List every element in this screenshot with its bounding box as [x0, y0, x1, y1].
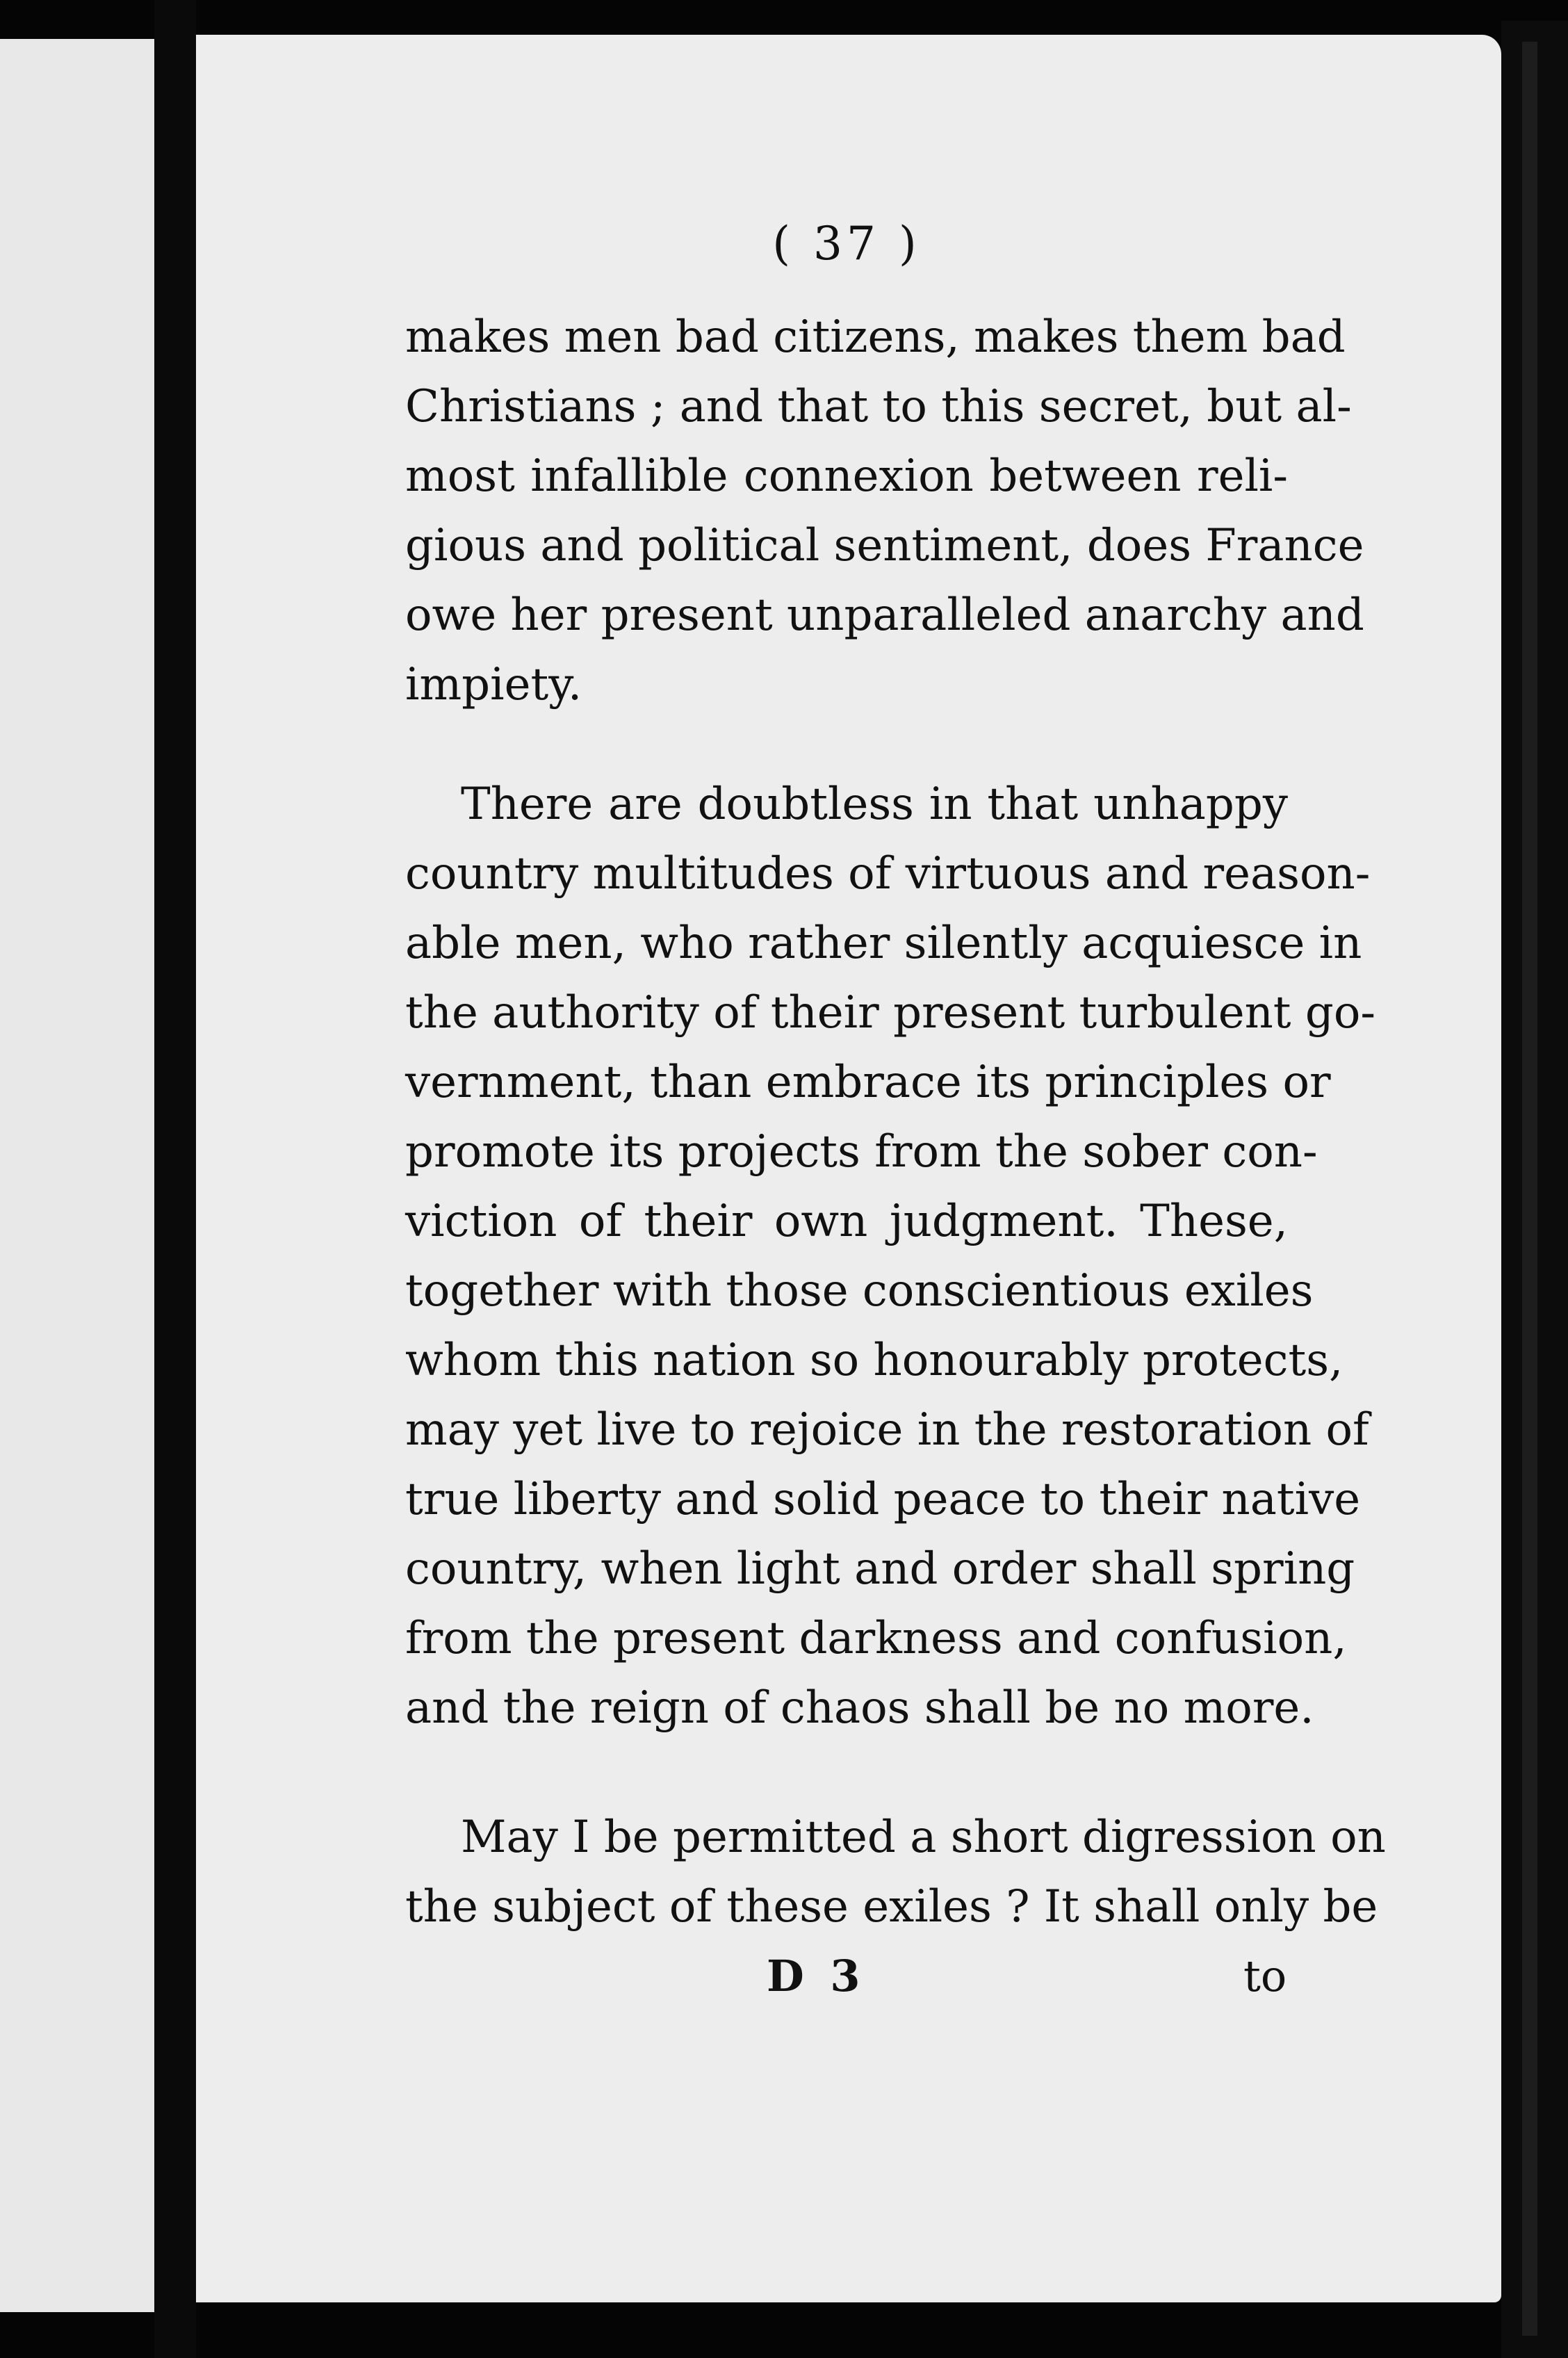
- text-line: viction of their own judgment. These,: [405, 1196, 1288, 1247]
- text-line: impiety.: [405, 659, 582, 710]
- catchword: to: [1243, 1951, 1287, 2001]
- text-line: able men, who rather silently acquiesce in: [405, 918, 1362, 969]
- text-line: country, when light and order shall spring: [405, 1543, 1355, 1595]
- text-line: most infallible connexion between reli-: [405, 450, 1288, 502]
- text-line: from the present darkness and confusion,: [405, 1613, 1347, 1664]
- text-line: country multitudes of virtuous and reason-: [405, 848, 1371, 900]
- text-line: makes men bad citizens, makes them bad: [405, 311, 1346, 363]
- text-line: true liberty and solid peace to their native: [405, 1474, 1361, 1525]
- text-line: owe her present unparalleled anarchy and: [405, 590, 1364, 641]
- text-line: Christians ; and that to this secret, but al-: [405, 381, 1352, 432]
- text-line: May I be permitted a short digression on: [461, 1812, 1386, 1863]
- text-line: may yet live to rejoice in the restoration of: [405, 1404, 1369, 1456]
- text-line: vernment, than embrace its principles or: [405, 1057, 1331, 1108]
- text-line: whom this nation so honourably protects,: [405, 1335, 1344, 1386]
- text-line: the authority of their present turbulent go-: [405, 987, 1375, 1039]
- book-gutter: [154, 0, 196, 2358]
- signature-mark: D 3: [767, 1951, 866, 2001]
- page-number-header: ( 37 ): [772, 217, 921, 270]
- book-fore-edge: [1522, 42, 1537, 2336]
- text-line: There are doubtless in that unhappy: [461, 779, 1288, 830]
- text-line: together with those conscientious exiles: [405, 1265, 1314, 1317]
- text-line: and the reign of chaos shall be no more.: [405, 1682, 1314, 1734]
- text-line: the subject of these exiles ? It shall only be: [405, 1881, 1378, 1933]
- facing-page-edge: [0, 39, 156, 2312]
- text-line: promote its projects from the sober con-: [405, 1126, 1318, 1178]
- text-line: gious and political sentiment, does France: [405, 520, 1364, 571]
